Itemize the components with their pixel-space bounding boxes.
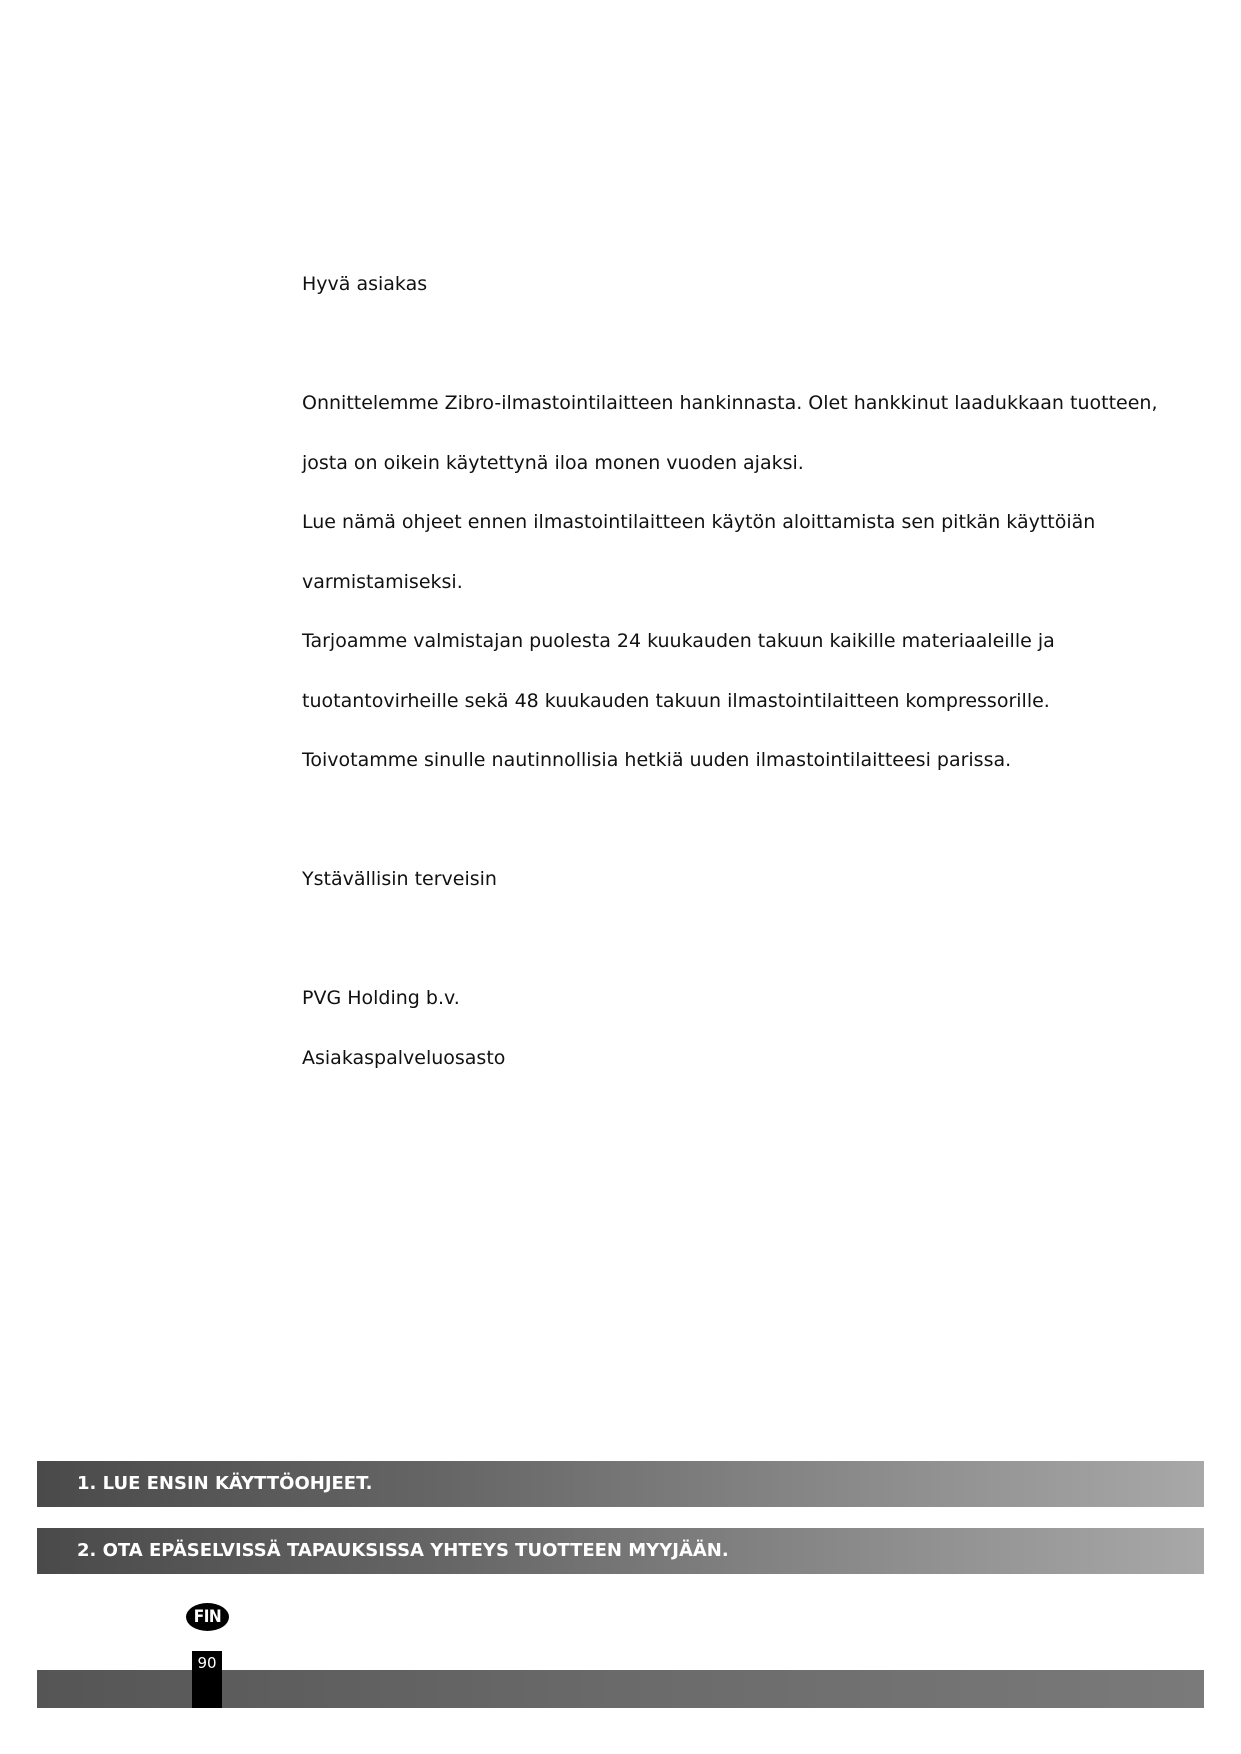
instruction-banner-read-manual: 1. LUE ENSIN KÄYTTÖOHJEET.: [37, 1461, 1204, 1507]
greeting: Hyvä asiakas: [302, 273, 428, 295]
language-badge: FIN: [186, 1603, 229, 1631]
body-line: Tarjoamme valmistajan puolesta 24 kuukauden takuun kaikille materiaaleille ja: [302, 630, 1055, 652]
page-number: 90: [197, 1654, 217, 1672]
signature-company: PVG Holding b.v.: [302, 987, 460, 1009]
body-line: josta on oikein käytettynä iloa monen vuoden ajaksi.: [302, 452, 804, 474]
closing: Ystävällisin terveisin: [302, 868, 497, 890]
body-line: tuotantovirheille sekä 48 kuukauden takuun ilmastointilaitteen kompressorille.: [302, 690, 1050, 712]
body-line: Lue nämä ohjeet ennen ilmastointilaitteen käytön aloittamista sen pitkän käyttöiän: [302, 511, 1096, 533]
signature-department: Asiakaspalveluosasto: [302, 1047, 506, 1069]
instruction-banner-contact-seller: 2. OTA EPÄSELVISSÄ TAPAUKSISSA YHTEYS TUOTTEEN MYYJÄÄN.: [37, 1528, 1204, 1574]
body-line: varmistamiseksi.: [302, 571, 463, 593]
body-line: Onnittelemme Zibro-ilmastointilaitteen hankinnasta. Olet hankkinut laadukkaan tuotteen,: [302, 392, 1158, 414]
body-line: Toivotamme sinulle nautinnollisia hetkiä uuden ilmastointilaitteesi parissa.: [302, 749, 1012, 771]
